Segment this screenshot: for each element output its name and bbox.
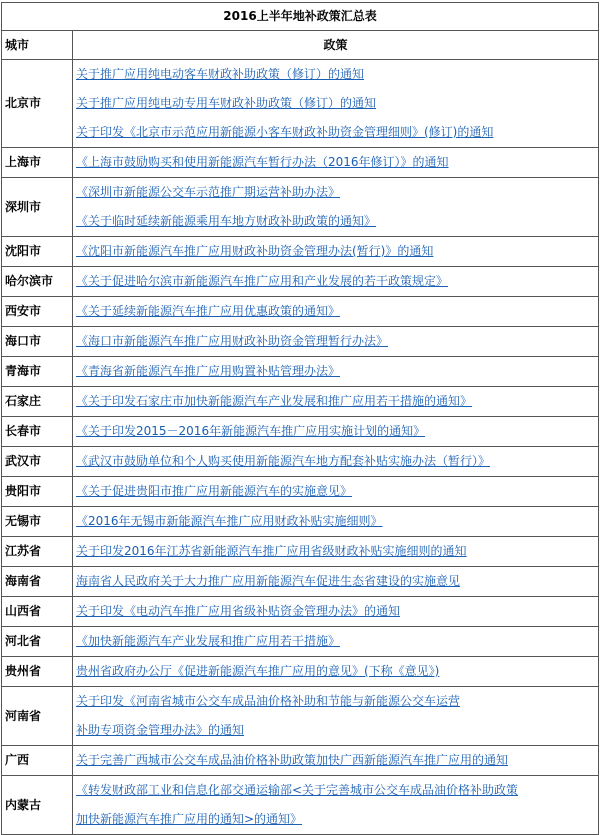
- policy-link[interactable]: 《关于延续新能源汽车推广应用优惠政策的通知》: [76, 304, 341, 318]
- city-cell: 贵州省: [2, 657, 73, 687]
- table-row: [2, 417, 599, 447]
- policy-link[interactable]: 《青海省新能源汽车推广应用购置补贴管理办法》: [76, 364, 341, 378]
- table-row: [2, 387, 599, 417]
- policy-link[interactable]: 关于完善广西城市公交车成品油价格补助政策加快广西新能源汽车推广应用的通知: [76, 753, 509, 767]
- policy-link[interactable]: 海南省人民政府关于大力推广应用新能源汽车促进生态省建设的实施意见: [76, 574, 461, 588]
- city-cell: 沈阳市: [2, 237, 73, 267]
- policy-cell: [73, 687, 599, 746]
- city-cell: 广西: [2, 746, 73, 776]
- policy-cell: [73, 387, 599, 417]
- city-cell: 上海市: [2, 148, 73, 178]
- policy-cell: [73, 417, 599, 447]
- policy-cell: [73, 60, 599, 148]
- table-row: [2, 267, 599, 297]
- policy-summary-table: [1, 2, 599, 835]
- city-cell: 青海市: [2, 357, 73, 387]
- table-row: [2, 178, 599, 237]
- city-cell: 内蒙古: [2, 776, 73, 835]
- policy-link[interactable]: 关于印发《电动汽车推广应用省级补贴资金管理办法》的通知: [76, 604, 401, 618]
- table-row: [2, 746, 599, 776]
- policy-link[interactable]: 《关于印发2015－2016年新能源汽车推广应用实施计划的通知》: [76, 424, 426, 438]
- city-cell: 石家庄: [2, 387, 73, 417]
- policy-link[interactable]: 关于推广应用纯电动专用车财政补助政策（修订）的通知: [76, 96, 377, 110]
- policy-cell: [73, 267, 599, 297]
- table-row: [2, 477, 599, 507]
- policy-link[interactable]: 《上海市鼓励购买和使用新能源汽车暂行办法（2016年修订）》的通知: [76, 155, 449, 169]
- policy-link[interactable]: 补助专项资金管理办法》的通知: [76, 723, 245, 737]
- city-cell: 山西省: [2, 597, 73, 627]
- policy-link[interactable]: 《加快新能源汽车产业发展和推广应用若干措施》: [76, 634, 341, 648]
- table-row: [2, 627, 599, 657]
- policy-link[interactable]: 《关于临时延续新能源乘用车地方财政补助政策的通知》: [76, 214, 377, 228]
- table-row: [2, 597, 599, 627]
- policy-cell: [73, 746, 599, 776]
- table-row: [2, 537, 599, 567]
- policy-cell: [73, 507, 599, 537]
- policy-link[interactable]: 关于印发《河南省城市公交车成品油价格补助和节能与新能源公交车运营: [76, 694, 461, 708]
- policy-cell: [73, 537, 599, 567]
- policy-link[interactable]: 《转发财政部工业和信息化部交通运输部<关于完善城市公交车成品油价格补助政策: [76, 783, 519, 797]
- city-cell: 江苏省: [2, 537, 73, 567]
- policy-cell: [73, 657, 599, 687]
- policy-link[interactable]: 关于印发《北京市示范应用新能源小客车财政补助资金管理细则》(修订)的通知: [76, 125, 494, 139]
- table-row: [2, 657, 599, 687]
- city-cell: 北京市: [2, 60, 73, 148]
- table-row: [2, 776, 599, 835]
- city-cell: 海南省: [2, 567, 73, 597]
- table-row: [2, 327, 599, 357]
- policy-cell: [73, 567, 599, 597]
- city-cell: 海口市: [2, 327, 73, 357]
- city-cell: 贵阳市: [2, 477, 73, 507]
- table-row: [2, 567, 599, 597]
- table-row: [2, 237, 599, 267]
- table-row: [2, 507, 599, 537]
- policy-link[interactable]: 《关于促进哈尔滨市新能源汽车推广应用和产业发展的若干政策规定》: [76, 274, 449, 288]
- policy-cell: [73, 597, 599, 627]
- policy-cell: [73, 148, 599, 178]
- policy-cell: [73, 297, 599, 327]
- city-cell: 无锡市: [2, 507, 73, 537]
- policy-link[interactable]: 贵州省政府办公厅《促进新能源汽车推广应用的意见》(下称《意见》): [76, 664, 440, 678]
- policy-cell: [73, 327, 599, 357]
- city-cell: 长春市: [2, 417, 73, 447]
- policy-cell: [73, 178, 599, 237]
- table-row: [2, 60, 599, 148]
- city-cell: 河北省: [2, 627, 73, 657]
- policy-link[interactable]: 《关于印发石家庄市加快新能源汽车产业发展和推广应用若干措施的通知》: [76, 394, 473, 408]
- policy-link[interactable]: 关于印发2016年江苏省新能源汽车推广应用省级财政补贴实施细则的通知: [76, 544, 467, 558]
- city-cell: 河南省: [2, 687, 73, 746]
- policy-link[interactable]: 《关于促进贵阳市推广应用新能源汽车的实施意见》: [76, 484, 353, 498]
- table-row: [2, 357, 599, 387]
- table-row: [2, 447, 599, 477]
- policy-link[interactable]: 《武汉市鼓励单位和个人购买使用新能源汽车地方配套补贴实施办法（暂行）》: [76, 454, 491, 468]
- table-body: [2, 60, 599, 835]
- policy-cell: [73, 357, 599, 387]
- city-cell: 深圳市: [2, 178, 73, 237]
- policy-cell: [73, 237, 599, 267]
- policy-link[interactable]: 《海口市新能源汽车推广应用财政补助资金管理暂行办法》: [76, 334, 389, 348]
- table-row: [2, 148, 599, 178]
- city-cell: 哈尔滨市: [2, 267, 73, 297]
- policy-link[interactable]: 《2016年无锡市新能源汽车推广应用财政补贴实施细则》: [76, 514, 383, 528]
- title-row: [2, 3, 599, 31]
- header-row: [2, 31, 599, 60]
- policy-cell: [73, 627, 599, 657]
- policy-link[interactable]: 加快新能源汽车推广应用的通知>的通知》: [76, 812, 303, 826]
- city-cell: 西安市: [2, 297, 73, 327]
- table-row: [2, 297, 599, 327]
- policy-cell: [73, 447, 599, 477]
- header-city: 城市: [2, 31, 73, 60]
- city-cell: 武汉市: [2, 447, 73, 477]
- table-title: 2016上半年地补政策汇总表: [2, 3, 599, 31]
- policy-cell: [73, 477, 599, 507]
- table-row: [2, 687, 599, 746]
- policy-cell: [73, 776, 599, 835]
- policy-link[interactable]: 《沈阳市新能源汽车推广应用财政补助资金管理办法(暂行)》的通知: [76, 244, 434, 258]
- policy-link[interactable]: 《深圳市新能源公交车示范推广期运营补助办法》: [76, 185, 341, 199]
- policy-link[interactable]: 关于推广应用纯电动客车财政补助政策（修订）的通知: [76, 67, 365, 81]
- header-policy: 政策: [73, 31, 599, 60]
